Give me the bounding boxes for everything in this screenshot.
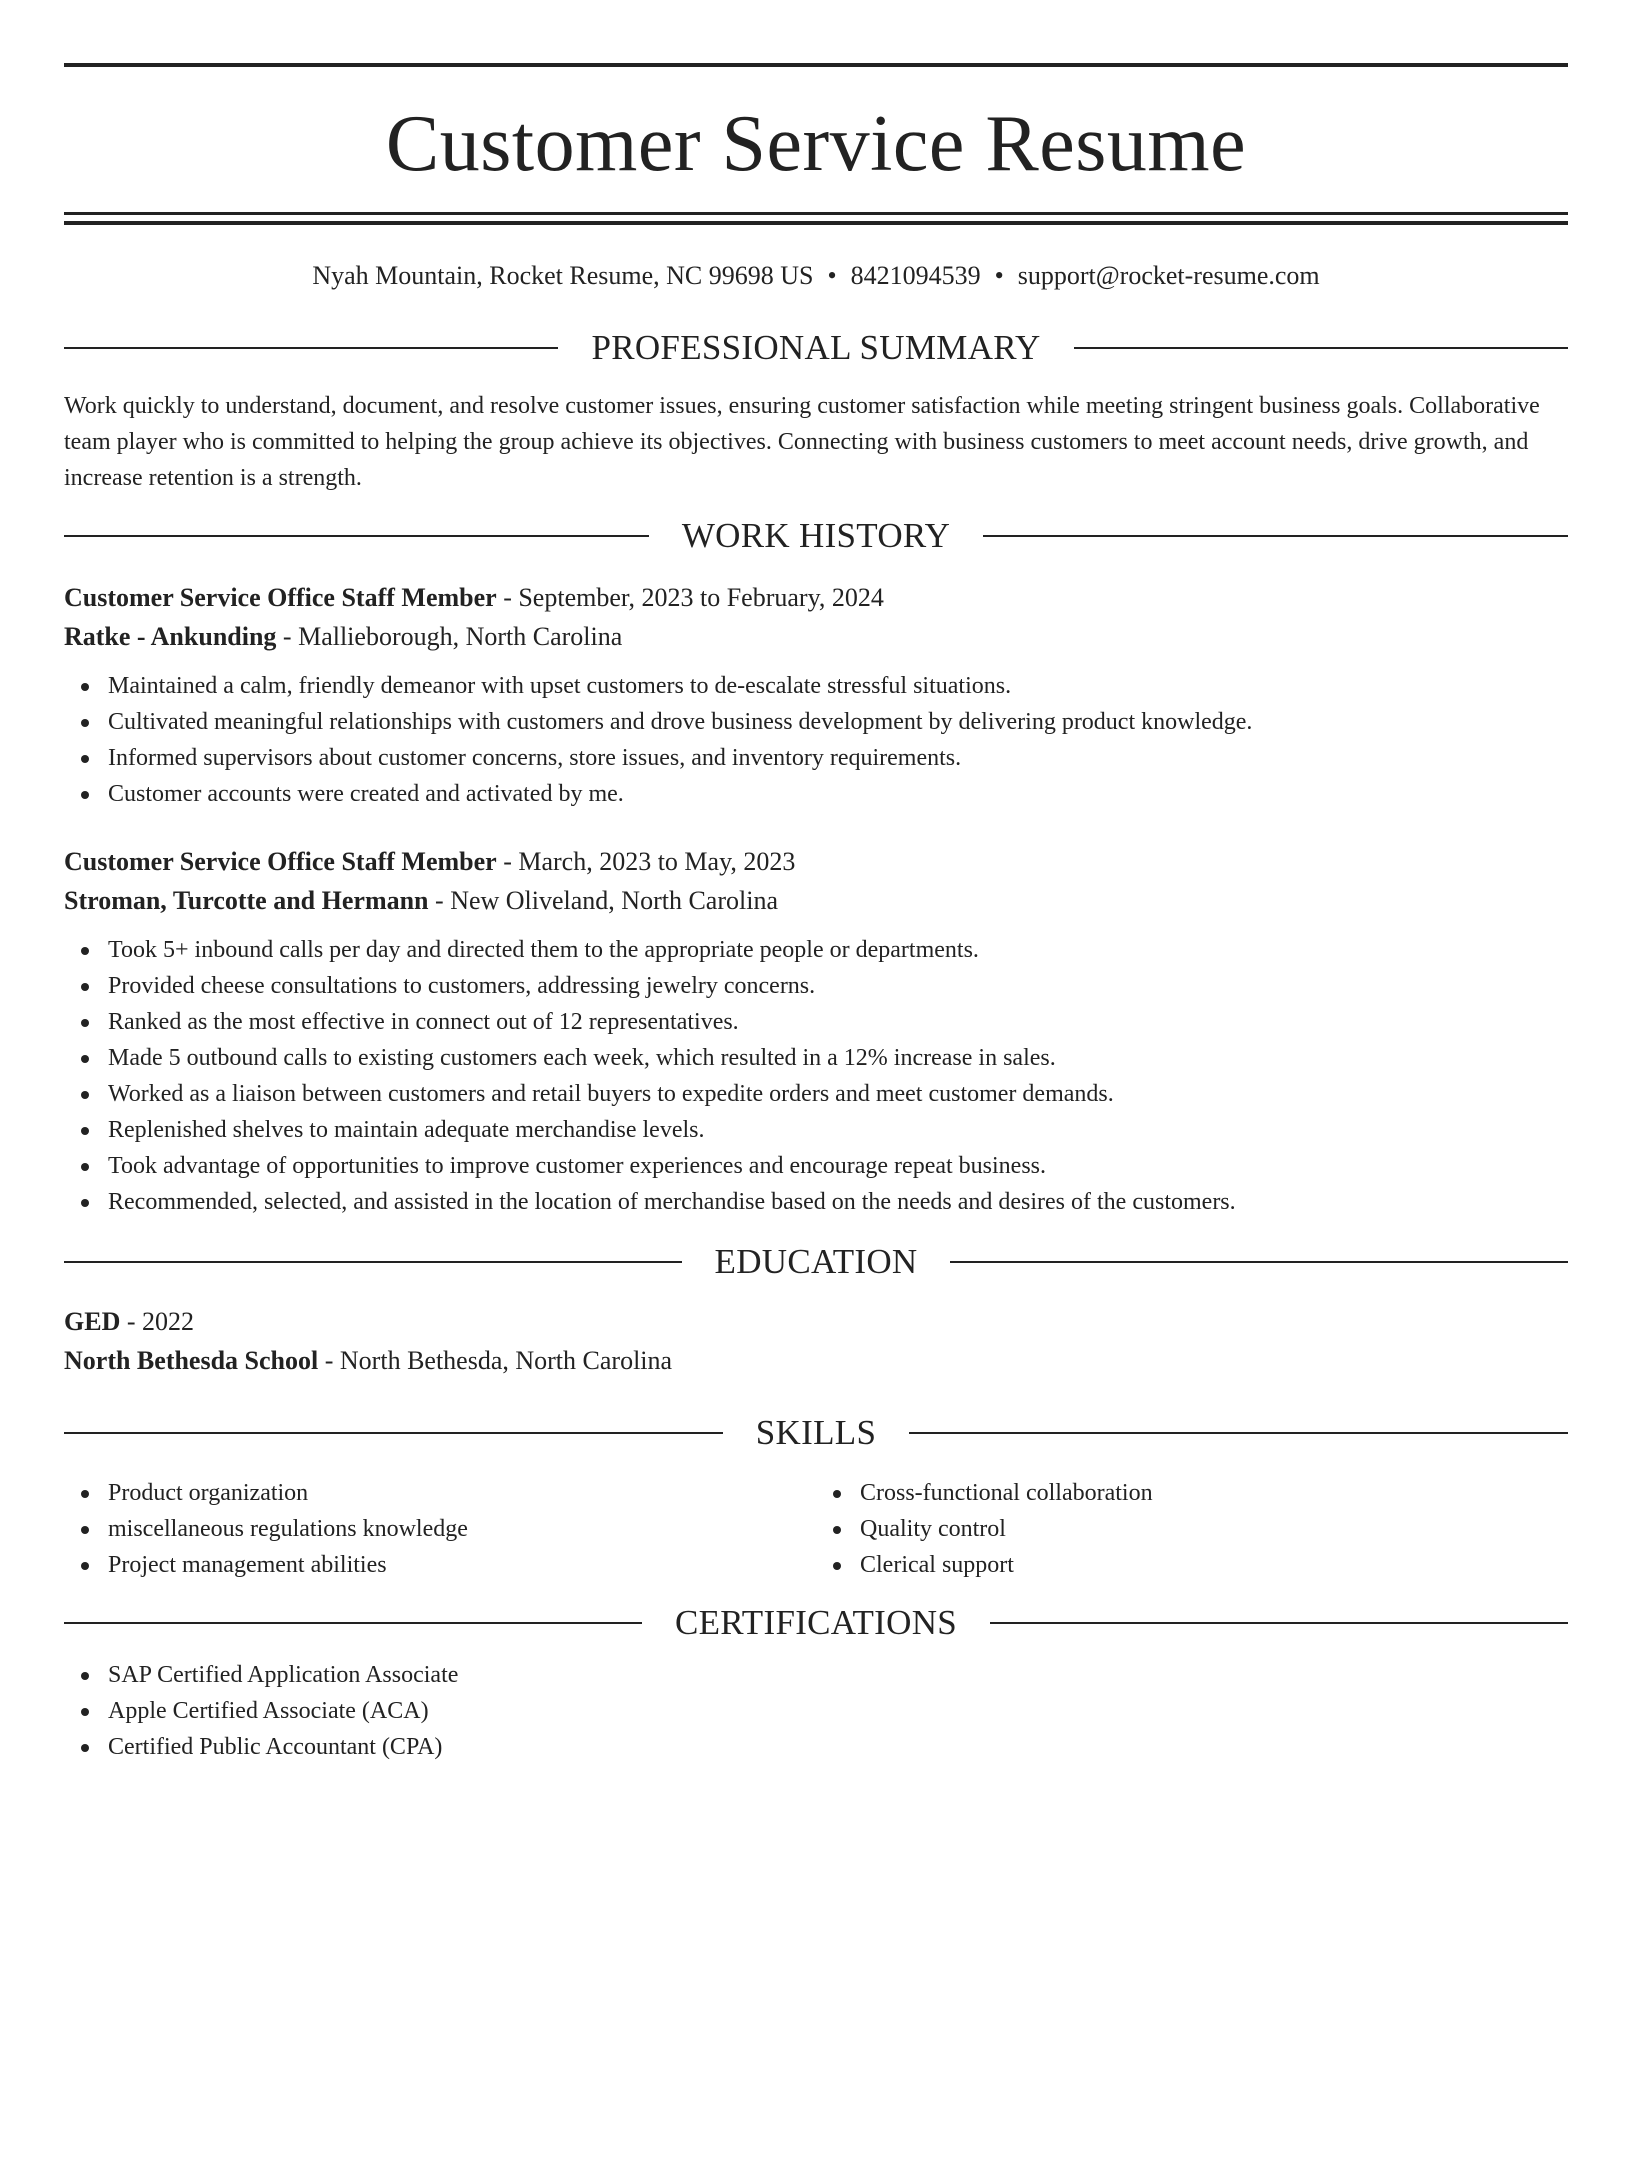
job-bullet: Informed supervisors about customer concerns, store issues, and inventory requirements.	[108, 740, 1568, 776]
section-title-certifications: CERTIFICATIONS	[674, 1603, 958, 1642]
section-rule-left	[64, 347, 558, 349]
job-company-line	[64, 617, 1568, 656]
section-header-work	[64, 516, 1568, 556]
contact-line	[64, 261, 1568, 291]
section-rule-left	[64, 1432, 723, 1434]
section-rule-left	[64, 535, 649, 537]
contact-phone: 8421094539	[850, 261, 981, 290]
section-rule-left	[64, 1261, 682, 1263]
job-bullet: Ranked as the most effective in connect out of 12 representatives.	[108, 1004, 1568, 1040]
resume-title: Customer Service Resume	[385, 100, 1247, 188]
job-dates: - March, 2023 to May, 2023	[496, 847, 796, 876]
resume-page	[0, 63, 1632, 2175]
section-title-work: WORK HISTORY	[681, 516, 951, 555]
job-bullet: Recommended, selected, and assisted in the location of merchandise based on the needs and desires of the customers.	[108, 1184, 1568, 1220]
job-company-line	[64, 881, 1568, 920]
job-bullets	[64, 932, 1568, 1220]
contact-email: support@rocket-resume.com	[1017, 261, 1320, 290]
job-dates: - September, 2023 to February, 2024	[496, 583, 884, 612]
skill-item: Quality control	[860, 1511, 1568, 1547]
certification-item: Certified Public Accountant (CPA)	[108, 1729, 1568, 1765]
job-bullet: Provided cheese consultations to customers, addressing jewelry concerns.	[108, 968, 1568, 1004]
section-rule-right	[1074, 347, 1568, 349]
summary-text: Work quickly to understand, document, and resolve customer issues, ensuring customer satisfaction while meeting stringent business goals. Collaborative team player who is committed to helping the group achieve its objectives. Connecting with business customers to meet account needs, drive growth, and increase retention is a strength.	[64, 393, 1540, 491]
skill-item: miscellaneous regulations knowledge	[108, 1511, 816, 1547]
section-rule-left	[64, 1622, 642, 1624]
skills-list	[64, 1463, 1568, 1583]
job-bullet: Took advantage of opportunities to improve customer experiences and encourage repeat business.	[108, 1148, 1568, 1184]
contact-separator: •	[827, 261, 837, 290]
education-school: North Bethesda School	[64, 1346, 319, 1375]
job-bullet: Replenished shelves to maintain adequate merchandise levels.	[108, 1112, 1568, 1148]
skill-item: Cross-functional collaboration	[860, 1475, 1568, 1511]
contact-address: Nyah Mountain, Rocket Resume, NC 99698 US	[312, 261, 814, 290]
section-header-summary	[64, 328, 1568, 368]
job-company: Stroman, Turcotte and Hermann	[64, 886, 429, 915]
education-school-line	[64, 1341, 1568, 1380]
section-title-summary: PROFESSIONAL SUMMARY	[591, 328, 1041, 367]
skill-item: Project management abilities	[108, 1547, 816, 1583]
contact-separator: •	[994, 261, 1004, 290]
job-bullet: Maintained a calm, friendly demeanor with upset customers to de-escalate stressful situations.	[108, 668, 1568, 704]
job-bullet: Made 5 outbound calls to existing customers each week, which resulted in a 12% increase in sales.	[108, 1040, 1568, 1076]
education-year: - 2022	[120, 1307, 195, 1336]
section-rule-right	[983, 535, 1568, 537]
section-rule-right	[950, 1261, 1568, 1263]
section-header-education	[64, 1242, 1568, 1282]
section-header-certifications	[64, 1603, 1568, 1643]
education-degree: GED	[64, 1307, 121, 1336]
job-bullet: Took 5+ inbound calls per day and directed them to the appropriate people or departments.	[108, 932, 1568, 968]
skills-column-left	[64, 1475, 816, 1583]
education-location: - North Bethesda, North Carolina	[318, 1346, 673, 1375]
section-header-skills	[64, 1413, 1568, 1453]
header-double-rule	[64, 212, 1568, 225]
job-bullets	[64, 668, 1568, 812]
section-rule-right	[909, 1432, 1568, 1434]
job-title-line	[64, 578, 1568, 617]
job-title: Customer Service Office Staff Member	[64, 847, 497, 876]
job-entry	[64, 842, 1568, 1220]
certification-item: SAP Certified Application Associate	[108, 1657, 1568, 1693]
certification-item: Apple Certified Associate (ACA)	[108, 1693, 1568, 1729]
section-rule-right	[990, 1622, 1568, 1624]
job-company: Ratke - Ankunding	[64, 622, 277, 651]
skill-item: Product organization	[108, 1475, 816, 1511]
education-degree-line	[64, 1302, 1568, 1341]
job-location: - Mallieborough, North Carolina	[276, 622, 623, 651]
skills-column-right	[816, 1475, 1568, 1583]
job-bullet: Worked as a liaison between customers and retail buyers to expedite orders and meet customer demands.	[108, 1076, 1568, 1112]
job-location: - New Oliveland, North Carolina	[428, 886, 778, 915]
skill-item: Clerical support	[860, 1547, 1568, 1583]
job-title-line	[64, 842, 1568, 881]
education-entry	[64, 1302, 1568, 1380]
job-entry	[64, 578, 1568, 812]
certifications-list	[64, 1657, 1568, 1765]
section-title-skills: SKILLS	[755, 1413, 877, 1452]
section-title-education: EDUCATION	[714, 1242, 918, 1281]
job-bullet: Cultivated meaningful relationships with customers and drove business development by delivering product knowledge.	[108, 704, 1568, 740]
header-top-rule	[64, 63, 1568, 67]
job-title: Customer Service Office Staff Member	[64, 583, 497, 612]
job-bullet: Customer accounts were created and activated by me.	[108, 776, 1568, 812]
